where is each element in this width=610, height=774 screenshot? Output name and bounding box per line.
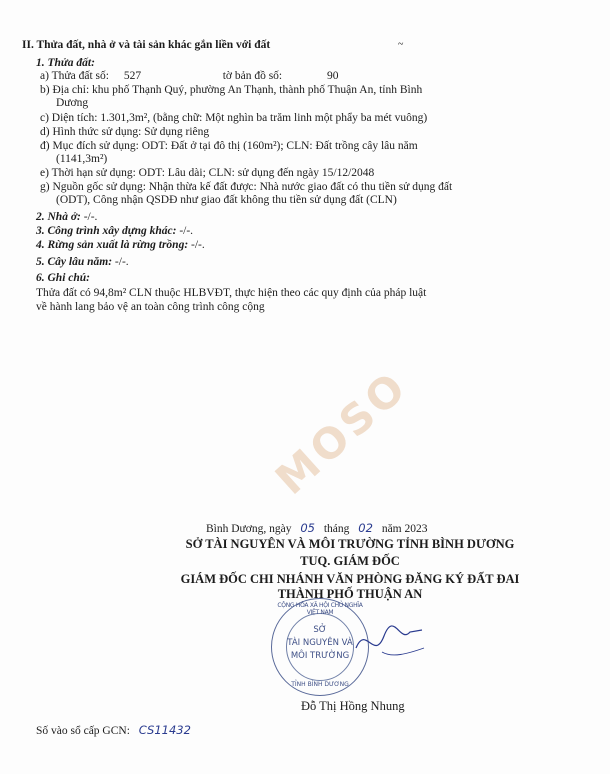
seal-ring-text: CỘNG HÒA XÃ HỘI CHỦ NGHĨA VIỆT NAM: [277, 602, 363, 616]
origin-line-1: g) Nguồn gốc sử dụng: Nhận thừa kế đất được: Nhà nước giao đất có thu tiền sử dụng đất: [40, 181, 453, 193]
house-label: 2. Nhà ở:: [36, 211, 81, 223]
land-heading: 1. Thửa đất:: [36, 57, 95, 69]
perennial-label: 5. Cây lâu năm:: [36, 256, 113, 268]
address-line-1: b) Địa chỉ: khu phố Thạnh Quý, phường An Thạnh, thành phố Thuận An, tỉnh Bình: [40, 84, 423, 96]
date-place: Bình Dương, ngày: [206, 523, 292, 535]
pen-mark: ~: [398, 39, 404, 50]
date-line: [206, 521, 428, 536]
parcel-number: 527: [123, 70, 142, 82]
certificate-book-label: Số vào sổ cấp GCN:: [36, 725, 130, 737]
other-construction-label: 3. Công trình xây dựng khác:: [36, 225, 177, 237]
map-label: tờ bản đồ số:: [222, 70, 283, 82]
seal-line-1: SỞ: [313, 625, 327, 635]
date-year-label: năm: [381, 523, 402, 535]
section-title: II. Thửa đất, nhà ở và tài sản khác gắn liền với đất: [22, 39, 271, 51]
date-day: 05: [300, 521, 315, 535]
address-line-2: Dương: [56, 97, 89, 109]
signature-role-1: GIÁM ĐỐC CHI NHÁNH VĂN PHÒNG ĐĂNG KÝ ĐẤT ĐAI: [180, 572, 520, 586]
notes-line-2: về hành lang bảo vệ an toàn công trình công cộng: [36, 301, 265, 313]
parcel-row: [40, 69, 339, 83]
origin-line-2: (ODT), Công nhận QSDĐ như giao đất không thu tiền sử dụng đất (CLN): [56, 194, 397, 206]
forest-value: -/-.: [191, 239, 205, 251]
date-year: 2023: [404, 523, 428, 535]
forest-row: [36, 238, 205, 252]
certificate-book-value: CS11432: [138, 723, 191, 737]
house-value: -/-.: [83, 211, 98, 223]
seal-line-2: TÀI NGUYÊN VÀ: [287, 638, 353, 648]
term-line: e) Thời hạn sử dụng: ODT: Lâu dài; CLN: sử dụng đến ngày 15/12/2048: [40, 167, 375, 179]
usage-form-line: d) Hình thức sử dụng: Sử dụng riêng: [40, 126, 210, 138]
forest-label: 4. Rừng sản xuất là rừng trồng:: [36, 239, 189, 251]
other-construction-row: [36, 224, 193, 238]
certificate-book-row: [36, 723, 191, 738]
date-month: 02: [358, 521, 373, 535]
area-line: c) Diện tích: 1.301,3m², (bằng chữ: Một nghìn ba trăm linh một phẩy ba mét vuông): [40, 112, 428, 124]
purpose-line-1: đ) Mục đích sử dụng: ODT: Đất ở tại đô thị (160m²); CLN: Đất trồng cây lâu năm: [40, 140, 418, 152]
signer-name: Đỗ Thị Hồng Nhung: [301, 699, 405, 713]
seal-bottom-text: TỈNH BÌNH DƯƠNG: [291, 681, 349, 688]
map-number: 90: [327, 70, 339, 82]
signature-role-2: THÀNH PHỐ THUẬN AN: [277, 587, 423, 601]
date-month-label: tháng: [323, 523, 350, 535]
house-row: [36, 210, 97, 224]
notes-label: 6. Ghi chú:: [36, 272, 90, 284]
signature-on-behalf: TUQ. GIÁM ĐỐC: [300, 554, 400, 568]
purpose-line-2: (1141,3m²): [56, 153, 108, 165]
signature-org: SỞ TÀI NGUYÊN VÀ MÔI TRƯỜNG TỈNH BÌNH DƯƠNG: [185, 537, 515, 551]
seal-line-3: MÔI TRƯỜNG: [290, 651, 350, 661]
other-construction-value: -/-.: [179, 225, 194, 237]
perennial-value: -/-.: [114, 256, 129, 268]
perennial-row: [36, 255, 129, 269]
notes-line-1: Thửa đất có 94,8m² CLN thuộc HLBVĐT, thực hiện theo các quy định của pháp luật: [36, 287, 427, 299]
watermark: MOSO: [266, 360, 418, 505]
handwritten-signature: [352, 618, 432, 668]
parcel-label: a) Thửa đất số:: [40, 70, 109, 82]
